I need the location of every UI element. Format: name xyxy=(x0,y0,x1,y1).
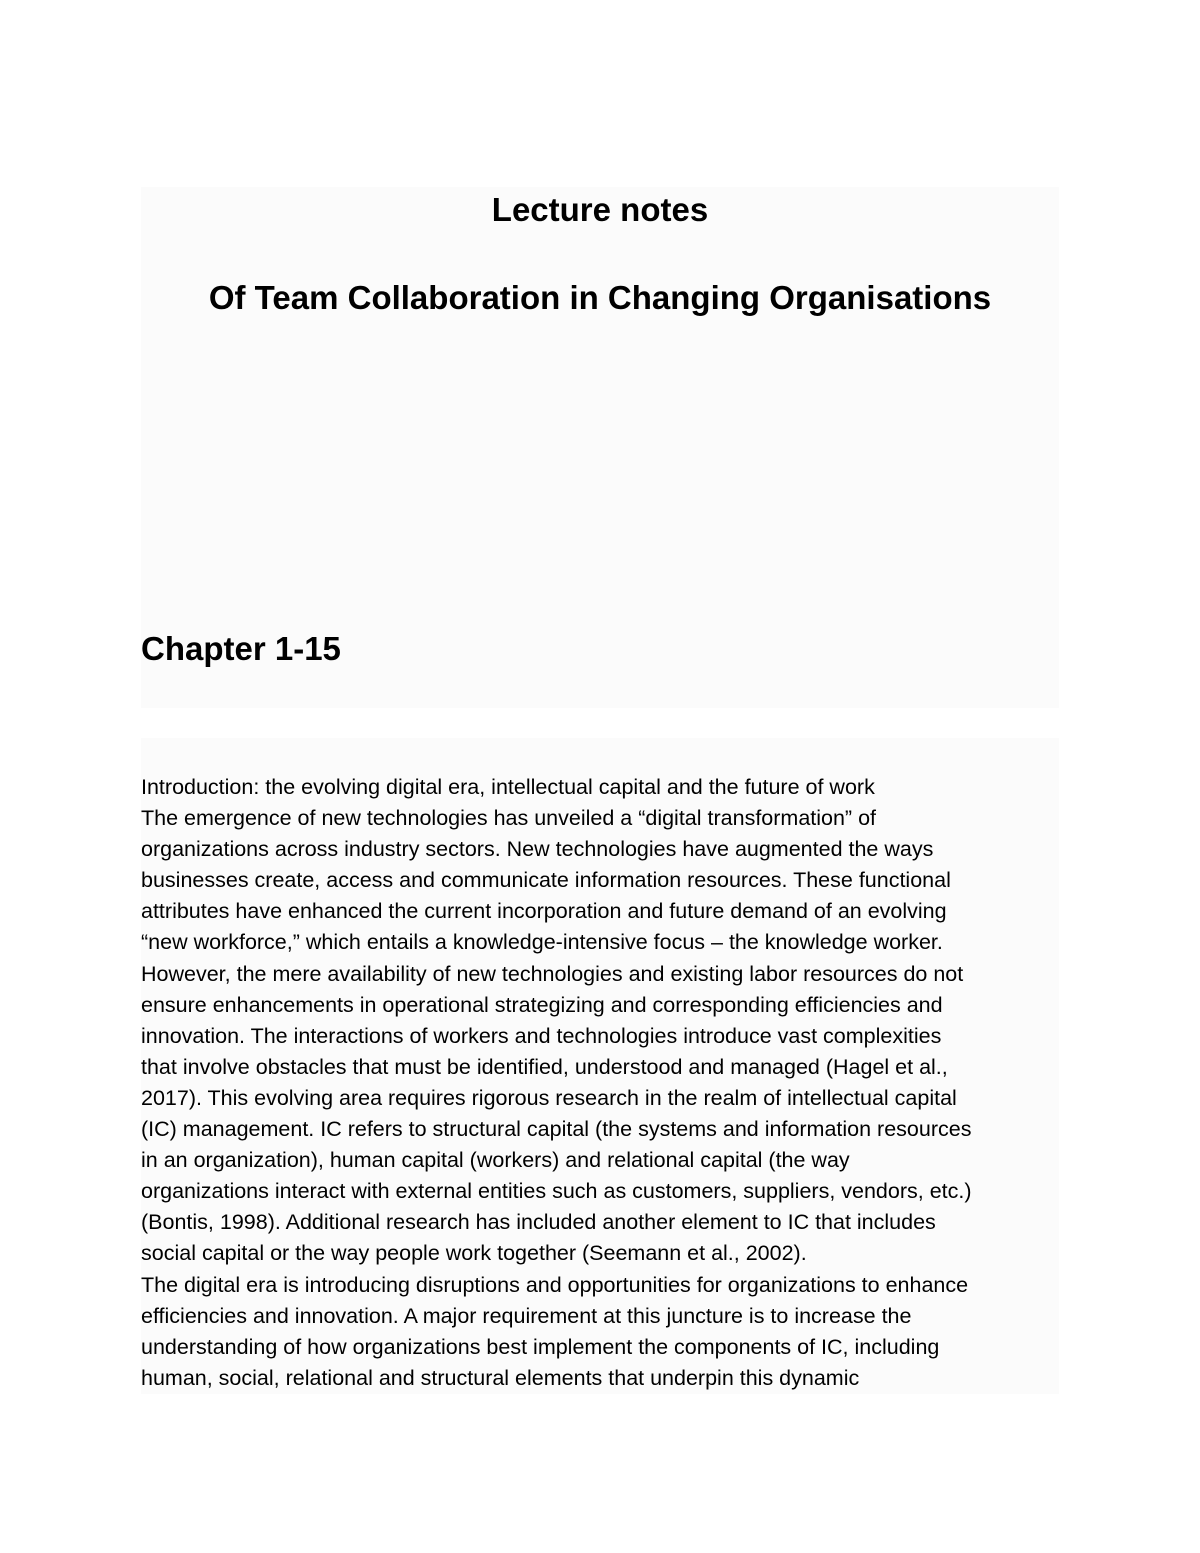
document-title: Lecture notes xyxy=(491,191,709,228)
chapter-heading: Chapter 1-15 xyxy=(141,630,341,667)
body-line: (Bontis, 1998). Additional research has included another element to IC that includes xyxy=(141,1210,936,1235)
body-text-block xyxy=(141,738,1059,1394)
body-line: businesses create, access and communicate information resources. These functional xyxy=(141,868,951,893)
title-page-block xyxy=(141,187,1059,708)
body-line: Introduction: the evolving digital era, intellectual capital and the future of work xyxy=(141,775,875,799)
body-line: 2017). This evolving area requires rigorous research in the realm of intellectual capital xyxy=(141,1085,957,1110)
body-line: in an organization), human capital (workers) and relational capital (the way xyxy=(141,1148,850,1173)
body-paragraph xyxy=(141,772,1059,1394)
body-line: social capital or the way people work together (Seemann et al., 2002). xyxy=(141,1241,807,1266)
body-line: organizations across industry sectors. New technologies have augmented the ways xyxy=(141,837,934,862)
body-line: innovation. The interactions of workers and technologies introduce vast complexities xyxy=(141,1023,942,1048)
body-line: ensure enhancements in operational strategizing and corresponding efficiencies and xyxy=(141,992,943,1017)
body-line: attributes have enhanced the current incorporation and future demand of an evolving xyxy=(141,899,947,924)
body-line: The digital era is introducing disruptions and opportunities for organizations to enhance xyxy=(141,1272,969,1297)
body-line: “new workforce,” which entails a knowledge-intensive focus – the knowledge worker. xyxy=(141,930,943,955)
body-line: (IC) management. IC refers to structural capital (the systems and information resources xyxy=(141,1117,972,1142)
body-line: that involve obstacles that must be identified, understood and managed (Hagel et al., xyxy=(141,1054,948,1079)
body-line: efficiencies and innovation. A major requirement at this juncture is to increase the xyxy=(141,1303,912,1328)
body-line: The emergence of new technologies has unveiled a “digital transformation” of xyxy=(141,806,876,831)
body-line: However, the mere availability of new technologies and existing labor resources do not xyxy=(141,961,964,986)
body-line: understanding of how organizations best implement the components of IC, including xyxy=(141,1334,940,1359)
body-line: human, social, relational and structural elements that underpin this dynamic xyxy=(141,1365,860,1390)
body-line: organizations interact with external entities such as customers, suppliers, vendors, etc.) xyxy=(141,1179,972,1204)
document-subtitle: Of Team Collaboration in Changing Organisations xyxy=(208,279,992,316)
